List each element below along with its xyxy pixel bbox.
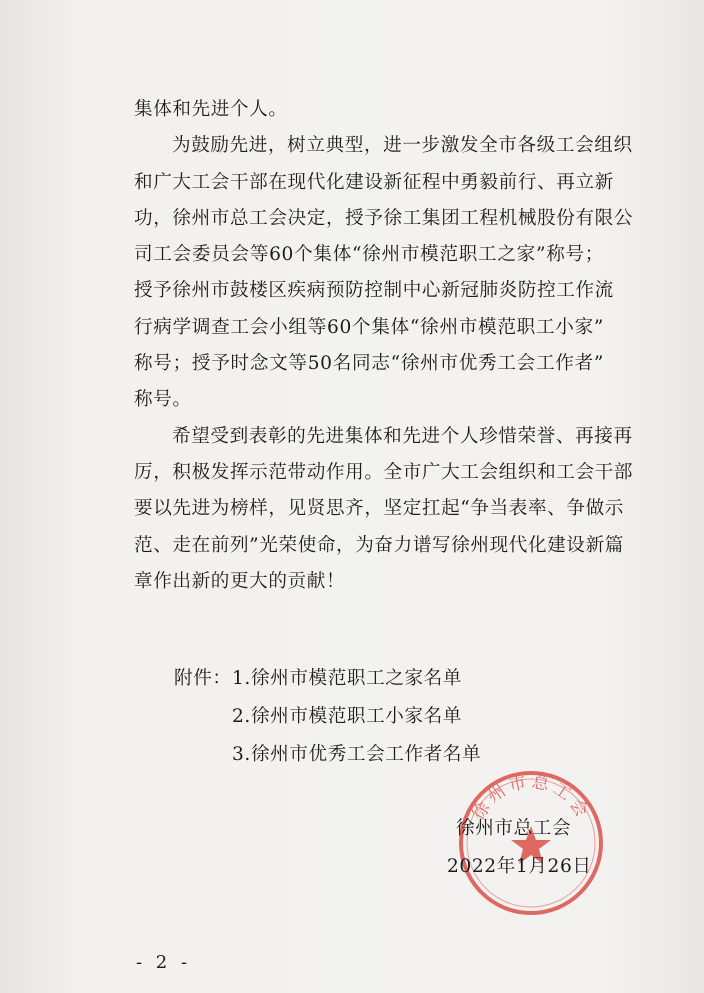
paragraph-line: 为鼓励先进，树立典型，进一步激发全市各级工会组织 [172, 135, 633, 157]
paragraph-line: 范、走在前列”光荣使命，为奋力谱写徐州现代化建设新篇 [134, 534, 624, 556]
paragraph-line: 厉，积极发挥示范带动作用。全市广大工会组织和工会干部 [134, 461, 634, 483]
paragraph-line: 司工会委员会等60个集体“徐州市模范职工之家”称号； [134, 244, 604, 266]
paragraph-line: 称号。 [134, 389, 192, 411]
paragraph-line: 集体和先进个人。 [134, 99, 288, 120]
body-text [134, 92, 634, 600]
paragraph-line: 章作出新的更大的贡献！ [134, 570, 346, 592]
attachment-item: 2.徐州市模范职工小家名单 [232, 706, 463, 727]
paragraph-line: 要以先进为榜样，见贤思齐，坚定扛起“争当表率、争做示 [134, 498, 624, 520]
paragraph-line: 希望受到表彰的先进集体和先进个人珍惜荣誉、再接再 [172, 425, 633, 447]
official-seal [456, 768, 606, 918]
seal-arc-text: 徐州市总工会 [468, 772, 594, 824]
attachments-label: 附件： [174, 668, 232, 689]
paragraph-line: 授予徐州市鼓楼区疾病预防控制中心新冠肺炎防控工作流 [134, 280, 614, 302]
signature-organization: 徐州市总工会 [456, 818, 572, 839]
paragraph-line: 和广大工会干部在现代化建设新征程中勇毅前行、再立新 [134, 171, 614, 193]
paragraph-line: 行病学调查工会小组等60个集体“徐州市模范职工小家” [134, 316, 604, 338]
attachment-item: 1.徐州市模范职工之家名单 [232, 668, 463, 689]
paragraph-line: 称号；授予时念文等50名同志“徐州市优秀工会工作者” [134, 353, 604, 375]
paragraph-line: 功，徐州市总工会决定，授予徐工集团工程机械股份有限公 [134, 207, 634, 229]
page-number: - 2 - [136, 952, 192, 973]
attachment-item: 3.徐州市优秀工会工作者名单 [232, 744, 482, 765]
signature-date: 2022年1月26日 [447, 856, 592, 877]
